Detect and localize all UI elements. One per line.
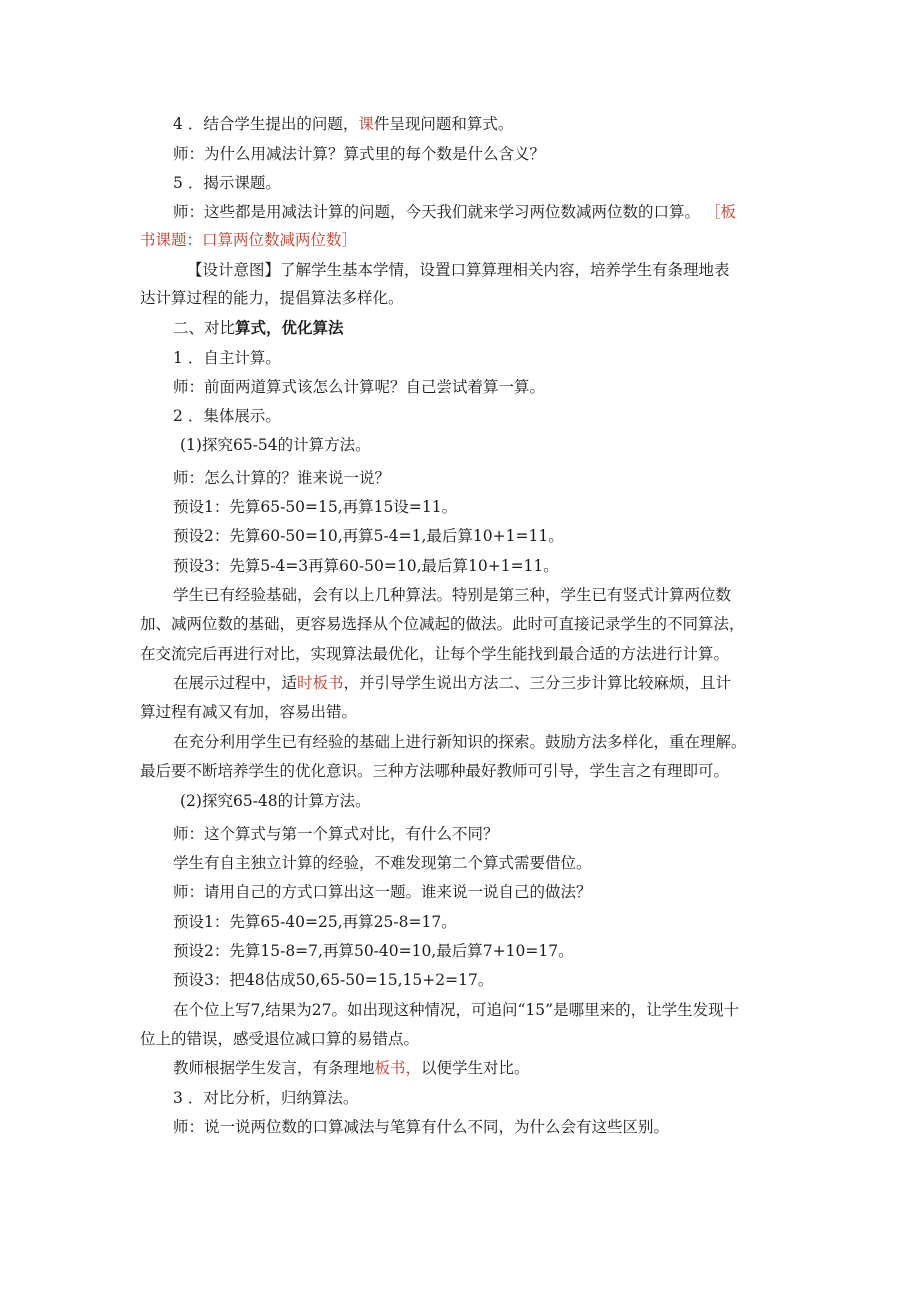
paragraph-4-line-2: 位上的错误，感受退位减口算的易错点。 <box>140 1030 420 1048</box>
section-2-heading <box>173 318 823 338</box>
paragraph-text-tail: ，并引导学生说出方法二、三分三步计算比较麻烦，且计 <box>343 674 732 692</box>
board-note-title: 书课题：口算两位数减两位数］ <box>140 231 358 249</box>
paragraph-2-line-1 <box>173 673 823 693</box>
heading-bold: 算式，优化算法 <box>235 318 344 337</box>
paragraph-5 <box>173 1058 823 1078</box>
preset-3: 预设3：先算5-4=3再算60-50=10,最后算10+1=11。 <box>173 557 559 575</box>
item-text: ．结合学生提出的问题， <box>187 115 359 133</box>
item-text: ．对比分析，归纳算法。 <box>187 1089 359 1107</box>
paragraph-1-line-3: 在交流完后再进行对比，实现算法最优化，让每个学生能找到最合适的方法进行计算。 <box>140 645 730 663</box>
item-text: ．揭示课题。 <box>187 174 281 192</box>
design-intent-line-2: 达计算过程的能力，提倡算法多样化。 <box>140 289 404 307</box>
paragraph-1-line-2: 加、减两位数的基础，更容易选择从个位减起的做法。此时可直接记录学生的不同算法， <box>140 615 745 633</box>
teacher-question-own: 师：请用自己的方式口算出这一题。谁来说一说自己的做法？ <box>173 883 592 901</box>
preset-1: 预设1：先算65-50=15,再算15设=11。 <box>173 498 458 516</box>
preset-b3: 预设3：把48估成50,65-50=15,15+2=17。 <box>173 971 494 989</box>
paragraph-1-line-1: 学生已有经验基础，会有以上几种算法。特别是第三种，学生已有竖式计算两位数 <box>173 586 732 604</box>
paragraph-text: 教师根据学生发言，有条理地 <box>173 1059 375 1077</box>
board-note-start: ［板 <box>704 203 736 221</box>
borrow-note: 学生有自主独立计算的经验，不难发现第二个算式需要借位。 <box>173 854 592 872</box>
teacher-question-diff: 师：说一说两位数的口算减法与笔算有什么不同，为什么会有这些区别。 <box>173 1118 670 1136</box>
teacher-question-front: 师：前面两道算式该怎么计算呢？自己尝试着算一算。 <box>173 378 546 396</box>
item-text-tail: 件呈现问题和算式。 <box>373 115 514 133</box>
item-number: 4 <box>173 115 183 133</box>
teacher-intro-text: 师：这些都是用减法计算的问题，今天我们就来学习两位数减两位数的口算。 <box>173 203 701 221</box>
item-1 <box>173 348 823 368</box>
item-number: 5 <box>173 174 183 192</box>
item-text: ．自主计算。 <box>187 349 281 367</box>
item-number: 3 <box>173 1089 183 1107</box>
paragraph-3-line-2: 最后要不断培养学生的优化意识。三种方法哪种最好教师可引导，学生言之有理即可。 <box>140 762 730 780</box>
item-5 <box>173 173 823 193</box>
preset-b2: 预设2：先算15-8=7,再算50-40=10,最后算7+10=17。 <box>173 942 574 960</box>
item-text: ．集体展示。 <box>187 407 281 425</box>
preset-b1: 预设1：先算65-40=25,再算25-8=17。 <box>173 913 457 931</box>
design-intent-line-1: 【设计意图】了解学生基本学情，设置口算算理相关内容，培养学生有条理地表 <box>187 261 730 279</box>
item-number: 1 <box>173 349 183 367</box>
paragraph-3-line-1: 在充分利用学生已有经验的基础上进行新知识的探索。鼓励方法多样化，重在理解。 <box>173 733 747 751</box>
paragraph-4-line-1: 在个位上写7,结果为27。如出现这种情况，可追问“15”是哪里来的，让学生发现十 <box>173 1001 740 1019</box>
item-number: 2 <box>173 407 183 425</box>
teacher-question-compare: 师：这个算式与第一个算式对比，有什么不同？ <box>173 825 499 843</box>
heading-prefix: 二、对比 <box>173 319 236 337</box>
item-4 <box>173 114 823 134</box>
paragraph-text-tail: 以便学生对比。 <box>421 1059 530 1077</box>
teacher-question-how: 师：怎么计算的？谁来说一说？ <box>173 469 391 487</box>
explore-65-48: (2)探究65-48的计算方法。 <box>180 792 371 810</box>
highlight-text: 板书， <box>374 1059 422 1077</box>
highlight-text: 时板书 <box>297 674 344 692</box>
highlight-text: 课 <box>358 115 374 133</box>
item-3 <box>173 1088 823 1108</box>
explore-65-54: (1)探究65-54的计算方法。 <box>180 436 371 454</box>
paragraph-2-line-2: 算过程有减又有加，容易出错。 <box>140 703 358 721</box>
preset-2: 预设2：先算60-50=10,再算5-4=1,最后算10+1=11。 <box>173 527 564 545</box>
item-2 <box>173 406 823 426</box>
paragraph-text: 在展示过程中，适 <box>173 674 298 692</box>
teacher-question-why: 师：为什么用减法计算？算式里的每个数是什么含义？ <box>173 145 546 163</box>
teacher-intro-line <box>173 202 823 222</box>
